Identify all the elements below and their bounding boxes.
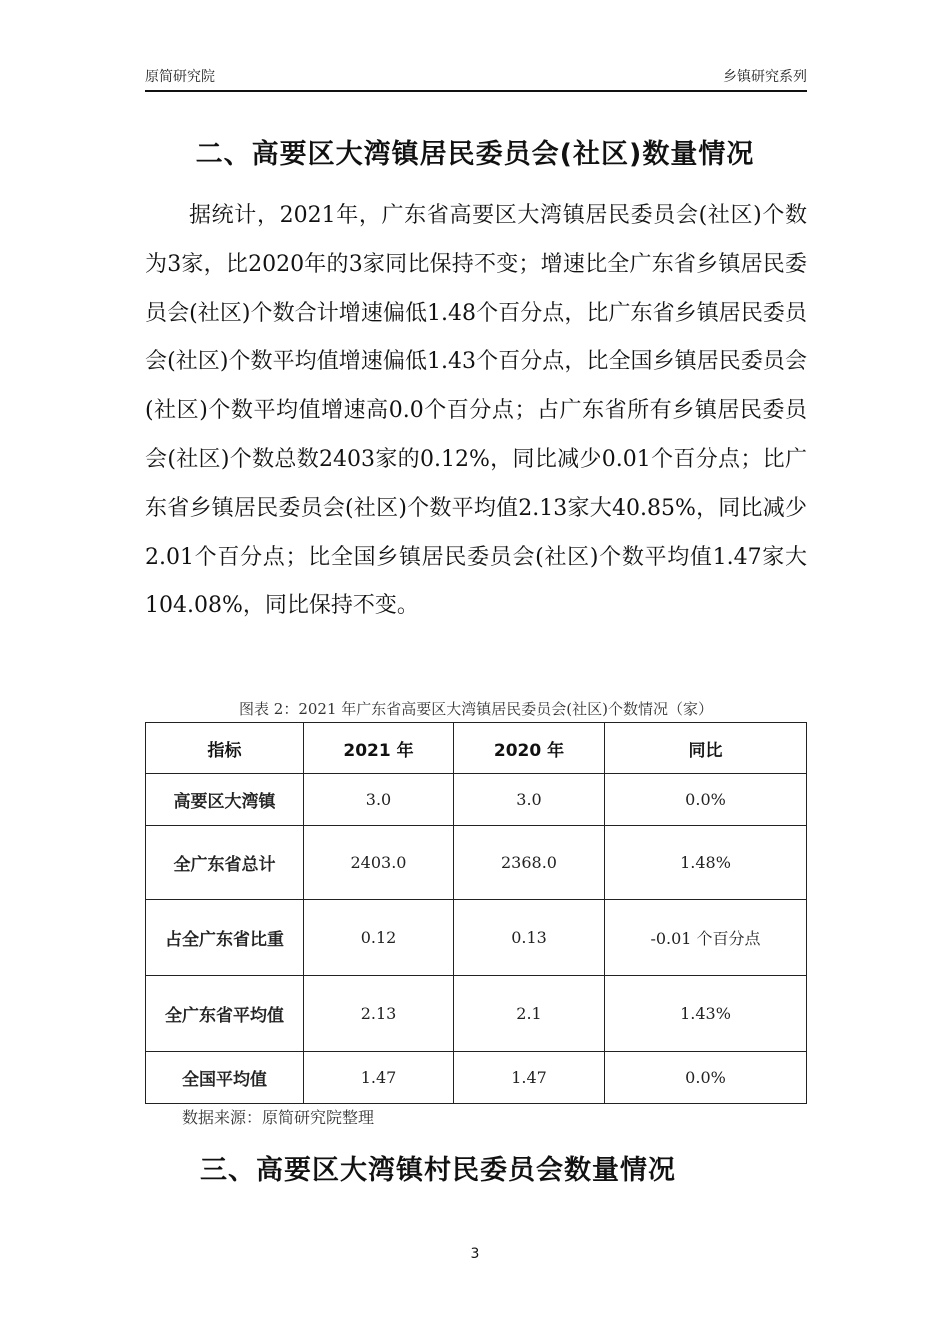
row-label: 全广东省总计 bbox=[146, 826, 304, 900]
cell-2020: 0.13 bbox=[454, 900, 605, 976]
row-label: 占全广东省比重 bbox=[146, 900, 304, 976]
table-row bbox=[146, 826, 807, 900]
cell-yoy: 0.0% bbox=[605, 774, 807, 826]
data-table bbox=[145, 722, 807, 1104]
cell-2021: 3.0 bbox=[304, 774, 454, 826]
data-source-note: 数据来源：原简研究院整理 bbox=[182, 1108, 375, 1127]
header-cell-indicator: 指标 bbox=[146, 723, 304, 774]
cell-yoy: 1.48% bbox=[605, 826, 807, 900]
row-label: 全广东省平均值 bbox=[146, 976, 304, 1052]
cell-2021: 0.12 bbox=[304, 900, 454, 976]
cell-2021: 2.13 bbox=[304, 976, 454, 1052]
header-cell-yoy: 同比 bbox=[605, 723, 807, 774]
cell-2021: 1.47 bbox=[304, 1052, 454, 1104]
table-row bbox=[146, 900, 807, 976]
page-number: 3 bbox=[470, 1246, 480, 1262]
table-row bbox=[146, 774, 807, 826]
table-caption: 图表 2：2021 年广东省高要区大湾镇居民委员会(社区)个数情况（家） bbox=[239, 700, 713, 718]
cell-2021: 2403.0 bbox=[304, 826, 454, 900]
header-left-org: 原简研究院 bbox=[145, 69, 215, 85]
row-label: 全国平均值 bbox=[146, 1052, 304, 1104]
header-right-series: 乡镇研究系列 bbox=[723, 69, 807, 85]
section-2-title: 二、高要区大湾镇居民委员会(社区)数量情况 bbox=[195, 139, 755, 170]
cell-yoy: 1.43% bbox=[605, 976, 807, 1052]
cell-yoy: 0.0% bbox=[605, 1052, 807, 1104]
section-3-title: 三、高要区大湾镇村民委员会数量情况 bbox=[200, 1155, 676, 1186]
table-header-row bbox=[146, 723, 807, 774]
table-row bbox=[146, 1052, 807, 1104]
row-label: 高要区大湾镇 bbox=[146, 774, 304, 826]
header-cell-2021: 2021 年 bbox=[304, 723, 454, 774]
cell-yoy: -0.01 个百分点 bbox=[605, 900, 807, 976]
cell-2020: 2.1 bbox=[454, 976, 605, 1052]
header-divider bbox=[145, 90, 807, 92]
cell-2020: 1.47 bbox=[454, 1052, 605, 1104]
cell-2020: 3.0 bbox=[454, 774, 605, 826]
body-paragraph: 据统计，2021年，广东省高要区大湾镇居民委员会(社区)个数为3家，比2020年的3家同比保持不变；增速比全广东省乡镇居民委员会(社区)个数合计增速偏低1.48个百分点，比广东省乡镇居民委员会(社区)个数平均值增速偏低1.43个百分点，比全国乡镇居民委员会(社区)个数平均值增速高0.0个百分点；占广东省所有乡镇居民委员会(社区)个数总数2403家的0.12%，同比减少0.01个百分点；比广东省乡镇居民委员会(社区)个数平均值2.13家大40.85%，同比减少2.01个百分点；比全国乡镇居民委员会(社区)个数平均值1.47家大104.08%，同比保持不变。 bbox=[145, 203, 807, 619]
header-cell-2020: 2020 年 bbox=[454, 723, 605, 774]
table-row bbox=[146, 976, 807, 1052]
cell-2020: 2368.0 bbox=[454, 826, 605, 900]
